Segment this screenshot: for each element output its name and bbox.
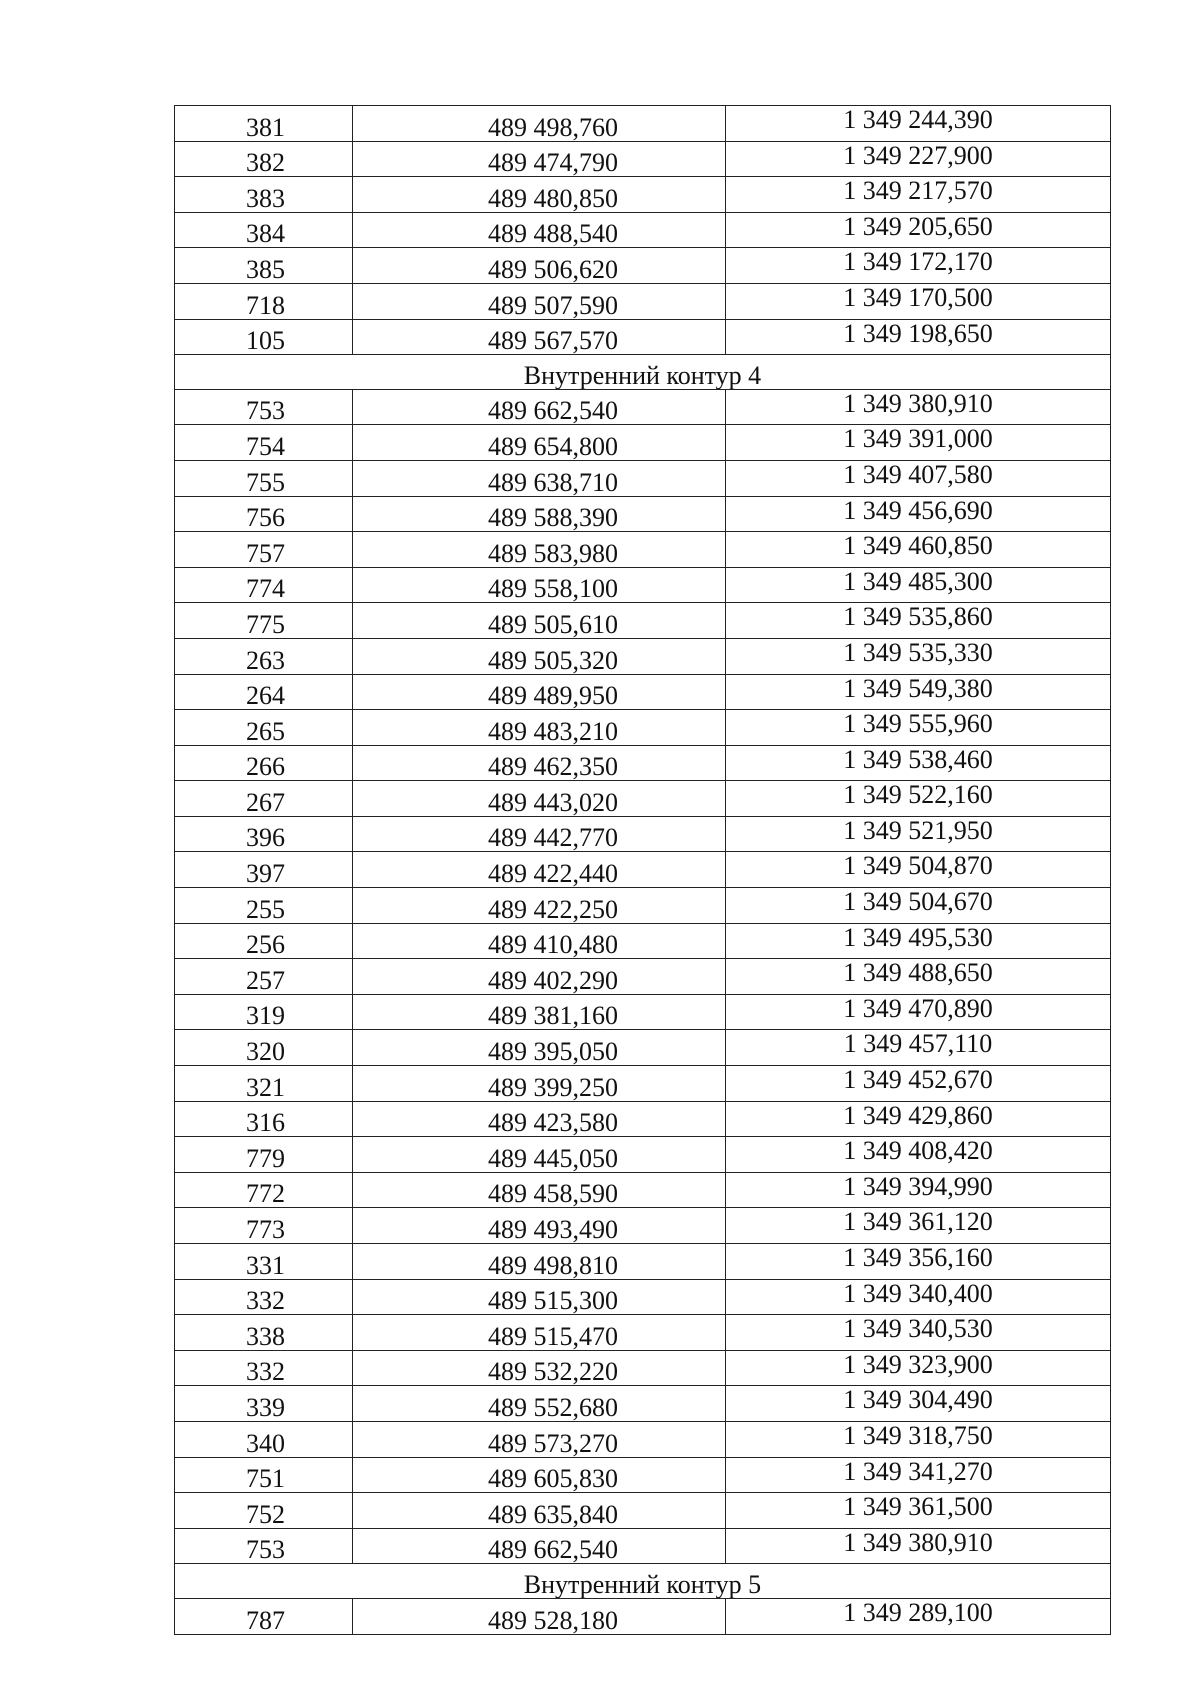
x-coordinate-cell: 489 635,840 bbox=[353, 1493, 726, 1529]
y-coordinate-cell: 1 349 170,500 bbox=[726, 283, 1111, 319]
table-row bbox=[175, 1386, 1111, 1422]
point-number-cell: 775 bbox=[175, 603, 353, 639]
y-coordinate-cell: 1 349 394,990 bbox=[726, 1172, 1111, 1208]
table-row bbox=[175, 141, 1111, 177]
table-row bbox=[175, 638, 1111, 674]
table-row bbox=[175, 1172, 1111, 1208]
y-coordinate-cell: 1 349 408,420 bbox=[726, 1137, 1111, 1173]
y-coordinate-cell: 1 349 452,670 bbox=[726, 1066, 1111, 1102]
point-number-cell: 773 bbox=[175, 1208, 353, 1244]
y-coordinate-cell: 1 349 488,650 bbox=[726, 959, 1111, 995]
x-coordinate-cell: 489 567,570 bbox=[353, 319, 726, 355]
point-number-cell: 382 bbox=[175, 141, 353, 177]
table-row bbox=[175, 959, 1111, 995]
point-number-cell: 266 bbox=[175, 745, 353, 781]
x-coordinate-cell: 489 532,220 bbox=[353, 1350, 726, 1386]
x-coordinate-cell: 489 483,210 bbox=[353, 710, 726, 746]
point-number-cell: 321 bbox=[175, 1066, 353, 1102]
point-number-cell: 397 bbox=[175, 852, 353, 888]
point-number-cell: 774 bbox=[175, 567, 353, 603]
table-row bbox=[175, 567, 1111, 603]
point-number-cell: 339 bbox=[175, 1386, 353, 1422]
point-number-cell: 257 bbox=[175, 959, 353, 995]
point-number-cell: 757 bbox=[175, 532, 353, 568]
point-number-cell: 787 bbox=[175, 1598, 353, 1634]
table-row bbox=[175, 1279, 1111, 1315]
y-coordinate-cell: 1 349 535,860 bbox=[726, 603, 1111, 639]
y-coordinate-cell: 1 349 341,270 bbox=[726, 1457, 1111, 1493]
point-number-cell: 779 bbox=[175, 1137, 353, 1173]
point-number-cell: 340 bbox=[175, 1421, 353, 1457]
table-row bbox=[175, 923, 1111, 959]
x-coordinate-cell: 489 488,540 bbox=[353, 212, 726, 248]
x-coordinate-cell: 489 507,590 bbox=[353, 283, 726, 319]
point-number-cell: 332 bbox=[175, 1350, 353, 1386]
table-row bbox=[175, 1457, 1111, 1493]
x-coordinate-cell: 489 422,250 bbox=[353, 888, 726, 924]
x-coordinate-cell: 489 458,590 bbox=[353, 1172, 726, 1208]
table-row bbox=[175, 1066, 1111, 1102]
table-row bbox=[175, 674, 1111, 710]
point-number-cell: 751 bbox=[175, 1457, 353, 1493]
point-number-cell: 316 bbox=[175, 1101, 353, 1137]
table-row bbox=[175, 212, 1111, 248]
y-coordinate-cell: 1 349 549,380 bbox=[726, 674, 1111, 710]
table-row bbox=[175, 1315, 1111, 1351]
x-coordinate-cell: 489 605,830 bbox=[353, 1457, 726, 1493]
point-number-cell: 332 bbox=[175, 1279, 353, 1315]
y-coordinate-cell: 1 349 391,000 bbox=[726, 425, 1111, 461]
table-row bbox=[175, 1421, 1111, 1457]
table-row bbox=[175, 1493, 1111, 1529]
y-coordinate-cell: 1 349 521,950 bbox=[726, 816, 1111, 852]
x-coordinate-cell: 489 402,290 bbox=[353, 959, 726, 995]
y-coordinate-cell: 1 349 470,890 bbox=[726, 994, 1111, 1030]
x-coordinate-cell: 489 662,540 bbox=[353, 389, 726, 425]
x-coordinate-cell: 489 480,850 bbox=[353, 177, 726, 213]
table-row bbox=[175, 816, 1111, 852]
table-row bbox=[175, 994, 1111, 1030]
x-coordinate-cell: 489 558,100 bbox=[353, 567, 726, 603]
y-coordinate-cell: 1 349 456,690 bbox=[726, 496, 1111, 532]
point-number-cell: 753 bbox=[175, 389, 353, 425]
table-row bbox=[175, 496, 1111, 532]
point-number-cell: 105 bbox=[175, 319, 353, 355]
y-coordinate-cell: 1 349 504,670 bbox=[726, 888, 1111, 924]
y-coordinate-cell: 1 349 457,110 bbox=[726, 1030, 1111, 1066]
table-row bbox=[175, 1598, 1111, 1634]
y-coordinate-cell: 1 349 340,400 bbox=[726, 1279, 1111, 1315]
x-coordinate-cell: 489 462,350 bbox=[353, 745, 726, 781]
point-number-cell: 756 bbox=[175, 496, 353, 532]
point-number-cell: 319 bbox=[175, 994, 353, 1030]
x-coordinate-cell: 489 573,270 bbox=[353, 1421, 726, 1457]
y-coordinate-cell: 1 349 504,870 bbox=[726, 852, 1111, 888]
y-coordinate-cell: 1 349 535,330 bbox=[726, 638, 1111, 674]
x-coordinate-cell: 489 423,580 bbox=[353, 1101, 726, 1137]
point-number-cell: 381 bbox=[175, 106, 353, 142]
x-coordinate-cell: 489 381,160 bbox=[353, 994, 726, 1030]
point-number-cell: 384 bbox=[175, 212, 353, 248]
point-number-cell: 331 bbox=[175, 1244, 353, 1280]
x-coordinate-cell: 489 588,390 bbox=[353, 496, 726, 532]
x-coordinate-cell: 489 498,760 bbox=[353, 106, 726, 142]
x-coordinate-cell: 489 498,810 bbox=[353, 1244, 726, 1280]
y-coordinate-cell: 1 349 323,900 bbox=[726, 1350, 1111, 1386]
x-coordinate-cell: 489 395,050 bbox=[353, 1030, 726, 1066]
table-row bbox=[175, 852, 1111, 888]
x-coordinate-cell: 489 552,680 bbox=[353, 1386, 726, 1422]
point-number-cell: 264 bbox=[175, 674, 353, 710]
table-row bbox=[175, 888, 1111, 924]
y-coordinate-cell: 1 349 407,580 bbox=[726, 460, 1111, 496]
x-coordinate-cell: 489 638,710 bbox=[353, 460, 726, 496]
table-row bbox=[175, 1528, 1111, 1564]
x-coordinate-cell: 489 442,770 bbox=[353, 816, 726, 852]
point-number-cell: 396 bbox=[175, 816, 353, 852]
point-number-cell: 320 bbox=[175, 1030, 353, 1066]
x-coordinate-cell: 489 506,620 bbox=[353, 248, 726, 284]
x-coordinate-cell: 489 445,050 bbox=[353, 1137, 726, 1173]
y-coordinate-cell: 1 349 172,170 bbox=[726, 248, 1111, 284]
table-row bbox=[175, 710, 1111, 746]
coordinates-table-body bbox=[175, 106, 1111, 1635]
point-number-cell: 383 bbox=[175, 177, 353, 213]
x-coordinate-cell: 489 662,540 bbox=[353, 1528, 726, 1564]
x-coordinate-cell: 489 515,470 bbox=[353, 1315, 726, 1351]
y-coordinate-cell: 1 349 460,850 bbox=[726, 532, 1111, 568]
point-number-cell: 255 bbox=[175, 888, 353, 924]
point-number-cell: 753 bbox=[175, 1528, 353, 1564]
y-coordinate-cell: 1 349 227,900 bbox=[726, 141, 1111, 177]
point-number-cell: 718 bbox=[175, 283, 353, 319]
table-row bbox=[175, 745, 1111, 781]
y-coordinate-cell: 1 349 304,490 bbox=[726, 1386, 1111, 1422]
y-coordinate-cell: 1 349 356,160 bbox=[726, 1244, 1111, 1280]
y-coordinate-cell: 1 349 361,120 bbox=[726, 1208, 1111, 1244]
x-coordinate-cell: 489 583,980 bbox=[353, 532, 726, 568]
point-number-cell: 772 bbox=[175, 1172, 353, 1208]
y-coordinate-cell: 1 349 318,750 bbox=[726, 1421, 1111, 1457]
section-header-row bbox=[175, 355, 1111, 390]
y-coordinate-cell: 1 349 244,390 bbox=[726, 106, 1111, 142]
section-header-row bbox=[175, 1564, 1111, 1599]
x-coordinate-cell: 489 528,180 bbox=[353, 1598, 726, 1634]
x-coordinate-cell: 489 493,490 bbox=[353, 1208, 726, 1244]
table-row bbox=[175, 781, 1111, 817]
point-number-cell: 256 bbox=[175, 923, 353, 959]
point-number-cell: 752 bbox=[175, 1493, 353, 1529]
table-row bbox=[175, 603, 1111, 639]
table-row bbox=[175, 177, 1111, 213]
table-row bbox=[175, 425, 1111, 461]
point-number-cell: 338 bbox=[175, 1315, 353, 1351]
table-row bbox=[175, 1101, 1111, 1137]
x-coordinate-cell: 489 474,790 bbox=[353, 141, 726, 177]
y-coordinate-cell: 1 349 485,300 bbox=[726, 567, 1111, 603]
table-row bbox=[175, 319, 1111, 355]
table-row bbox=[175, 460, 1111, 496]
y-coordinate-cell: 1 349 380,910 bbox=[726, 389, 1111, 425]
x-coordinate-cell: 489 505,320 bbox=[353, 638, 726, 674]
table-row bbox=[175, 1208, 1111, 1244]
section-title: Внутренний контур 4 bbox=[175, 355, 1111, 390]
point-number-cell: 263 bbox=[175, 638, 353, 674]
y-coordinate-cell: 1 349 217,570 bbox=[726, 177, 1111, 213]
x-coordinate-cell: 489 422,440 bbox=[353, 852, 726, 888]
y-coordinate-cell: 1 349 522,160 bbox=[726, 781, 1111, 817]
y-coordinate-cell: 1 349 205,650 bbox=[726, 212, 1111, 248]
x-coordinate-cell: 489 654,800 bbox=[353, 425, 726, 461]
point-number-cell: 265 bbox=[175, 710, 353, 746]
y-coordinate-cell: 1 349 555,960 bbox=[726, 710, 1111, 746]
y-coordinate-cell: 1 349 361,500 bbox=[726, 1493, 1111, 1529]
y-coordinate-cell: 1 349 289,100 bbox=[726, 1598, 1111, 1634]
y-coordinate-cell: 1 349 198,650 bbox=[726, 319, 1111, 355]
x-coordinate-cell: 489 399,250 bbox=[353, 1066, 726, 1102]
table-row bbox=[175, 532, 1111, 568]
table-row bbox=[175, 283, 1111, 319]
point-number-cell: 754 bbox=[175, 425, 353, 461]
table-row bbox=[175, 1350, 1111, 1386]
y-coordinate-cell: 1 349 380,910 bbox=[726, 1528, 1111, 1564]
x-coordinate-cell: 489 505,610 bbox=[353, 603, 726, 639]
x-coordinate-cell: 489 489,950 bbox=[353, 674, 726, 710]
section-title: Внутренний контур 5 bbox=[175, 1564, 1111, 1599]
x-coordinate-cell: 489 515,300 bbox=[353, 1279, 726, 1315]
table-row bbox=[175, 1030, 1111, 1066]
point-number-cell: 267 bbox=[175, 781, 353, 817]
x-coordinate-cell: 489 443,020 bbox=[353, 781, 726, 817]
table-row bbox=[175, 106, 1111, 142]
coordinates-table bbox=[174, 105, 1111, 1635]
table-row bbox=[175, 1244, 1111, 1280]
y-coordinate-cell: 1 349 495,530 bbox=[726, 923, 1111, 959]
y-coordinate-cell: 1 349 538,460 bbox=[726, 745, 1111, 781]
point-number-cell: 385 bbox=[175, 248, 353, 284]
point-number-cell: 755 bbox=[175, 460, 353, 496]
table-row bbox=[175, 389, 1111, 425]
table-row bbox=[175, 248, 1111, 284]
y-coordinate-cell: 1 349 340,530 bbox=[726, 1315, 1111, 1351]
x-coordinate-cell: 489 410,480 bbox=[353, 923, 726, 959]
table-row bbox=[175, 1137, 1111, 1173]
y-coordinate-cell: 1 349 429,860 bbox=[726, 1101, 1111, 1137]
